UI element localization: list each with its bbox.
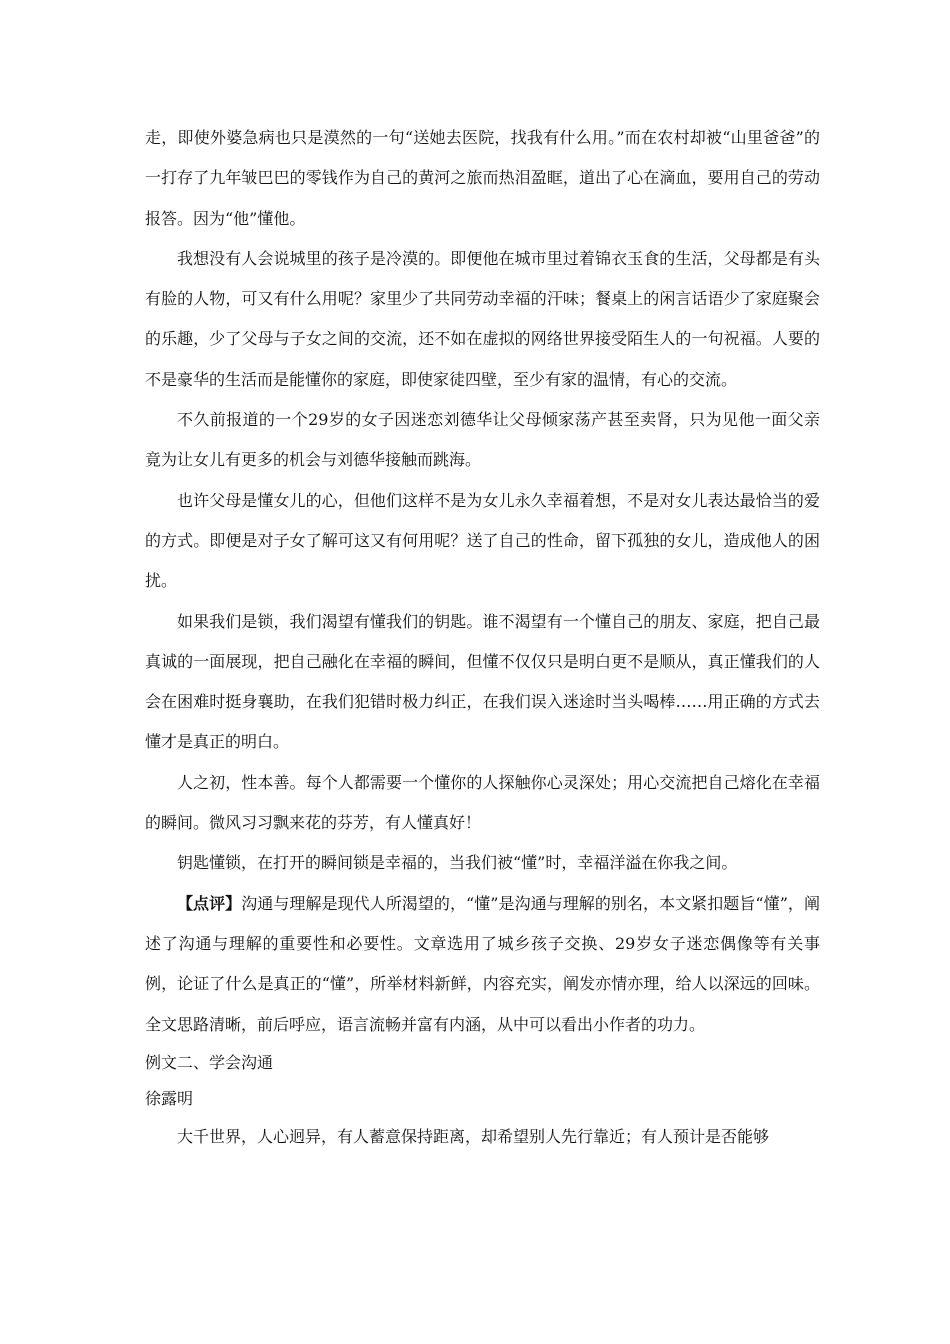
review-paragraph	[145, 884, 820, 1045]
paragraph-continuation: 走，即使外婆急病也只是漠然的一句“送她去医院，找我有什么用。”而在农村却被“山里爸爸”的一打存了九年皱巴巴的零钱作为自己的黄河之旅而热泪盈眶，道出了心在滴血，要用自己的劳动报答。因为“他”懂他。	[145, 128, 820, 228]
review-text: 沟通与理解是现代人所渴望的，“懂”是沟通与理解的别名，本文紧扣题旨“懂”，阐述了沟通与理解的重要性和必要性。文章选用了城乡孩子交换、29岁女子迷恋偶像等有关事例，论证了什么是真正的“懂”，所举材料新鲜，内容充实，阐发亦情亦理，给人以深远的回味。全文思路清晰，前后呼应，语言流畅并富有内涵，从中可以看出小作者的功力。	[145, 893, 820, 1034]
example-two-first-paragraph: 大千世界，人心迥异，有人蓄意保持距离，却希望别人先行靠近；有人预计是否能够	[177, 1126, 770, 1146]
paragraph-news-report: 不久前报道的一个29岁的女子因迷恋刘德华让父母倾家荡产甚至卖肾，只为见他一面父亲竟为让女儿有更多的机会与刘德华接触而跳海。	[145, 410, 820, 470]
paragraph-city-children: 我想没有人会说城里的孩子是冷漠的。即便他在城市里过着锦衣玉食的生活，父母都是有头有脸的人物，可又有什么用呢？家里少了共同劳动幸福的汗味；餐桌上的闲言话语少了家庭聚会的乐趣，少了父母与子女之间的交流，还不如在虚拟的网络世界接受陌生人的一句祝福。人要的不是豪华的生活而是能懂你的家庭，即使家徒四壁，至少有家的温情，有心的交流。	[145, 248, 820, 389]
paragraph-lock-and-key: 如果我们是锁，我们渴望有懂我们的钥匙。谁不渴望有一个懂自己的朋友、家庭，把自己最真诚的一面展现，把自己融化在幸福的瞬间，但懂不仅仅只是明白更不是顺从，真正懂我们的人会在困难时挺身襄助，在我们犯错时极力纠正，在我们误入迷途时当头喝棒……用正确的方式去懂才是真正的明白。	[145, 611, 820, 752]
example-two-author: 徐露明	[145, 1088, 194, 1108]
document-page	[145, 118, 820, 1157]
example-two-title: 例文二、学会沟通	[145, 1052, 274, 1072]
paragraph-human-nature: 人之初，性本善。每个人都需要一个懂你的人探触你心灵深处；用心交流把自己熔化在幸福的瞬间。微风习习飘来花的芬芳，有人懂真好！	[145, 772, 820, 833]
paragraph-conclusion: 钥匙懂锁，在打开的瞬间锁是幸福的，当我们被“懂”时，幸福洋溢在你我之间。	[177, 853, 738, 873]
review-tag: 【点评】	[177, 893, 242, 913]
paragraph-parents-understanding: 也许父母是懂女儿的心，但他们这样不是为女儿永久幸福着想，不是对女儿表达最恰当的爱的方式。即便是对子女了解可这又有何用呢？送了自己的性命，留下孤独的女儿，造成他人的困扰。	[145, 490, 820, 591]
